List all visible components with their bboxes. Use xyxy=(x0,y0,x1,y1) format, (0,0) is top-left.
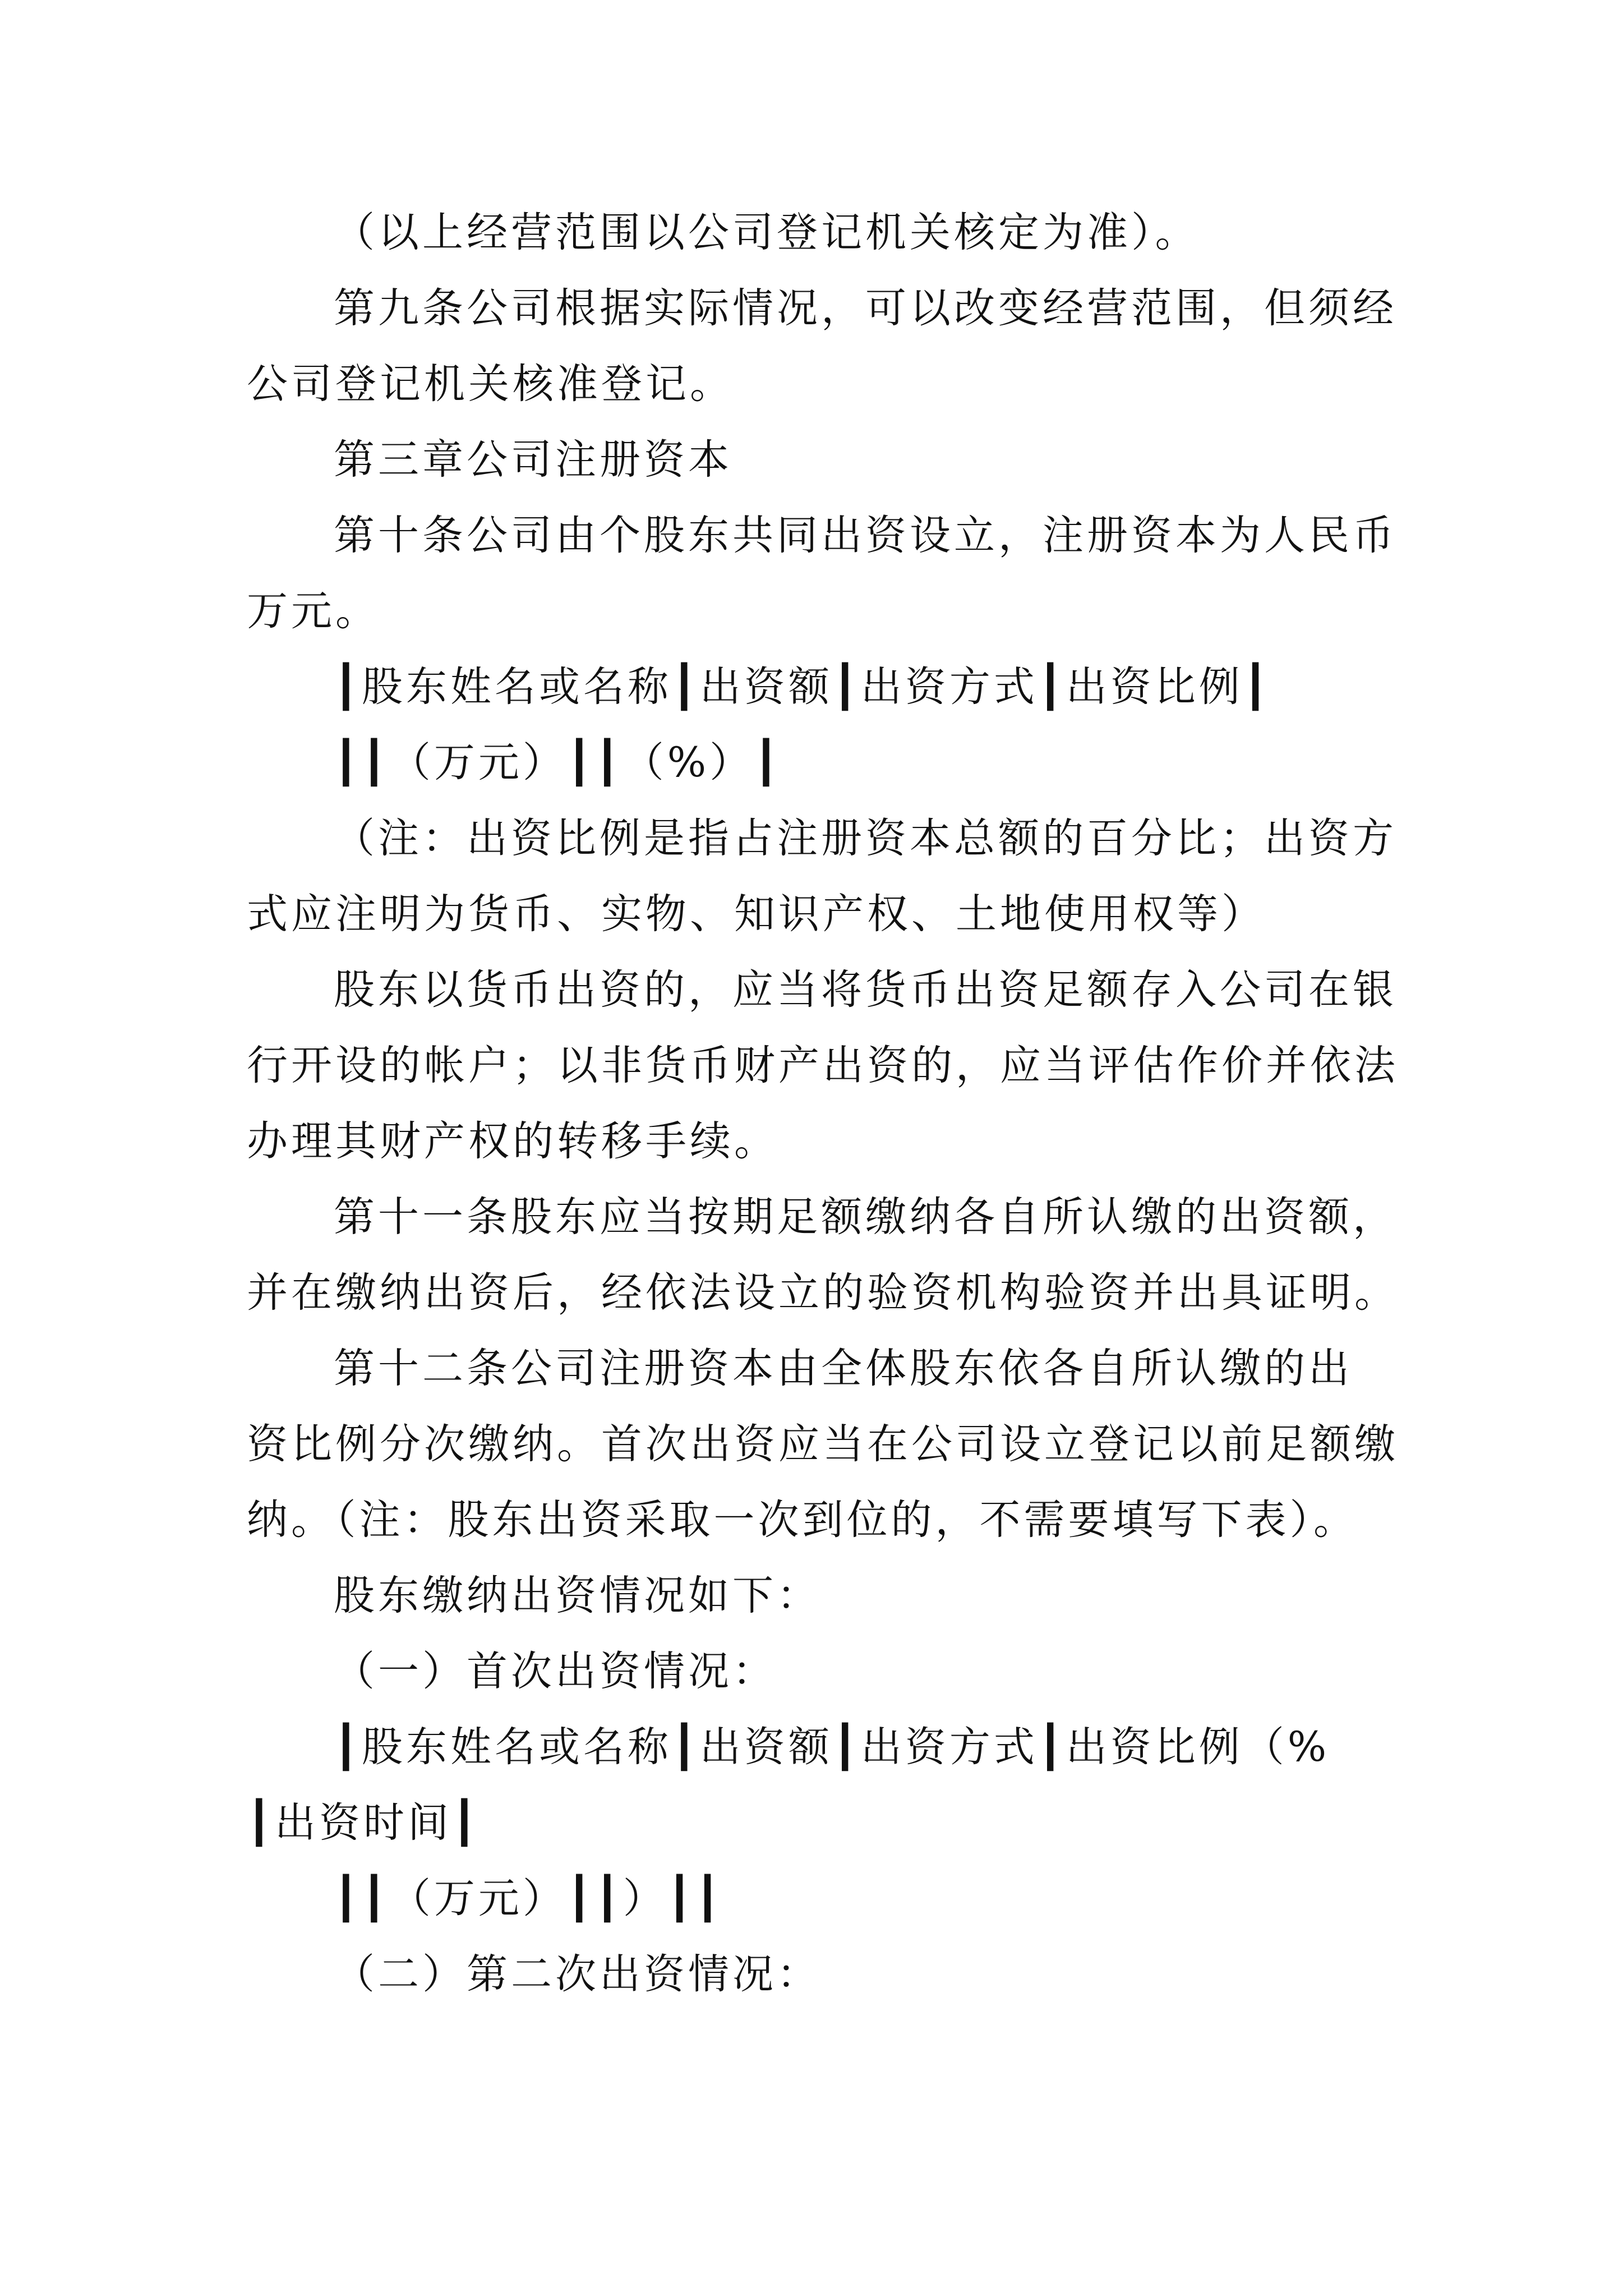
text-line: 办理其财产权的转移手续。 xyxy=(247,1117,778,1165)
table-header-row: ┃股东姓名或名称┃出资额┃出资方式┃出资比例┃ xyxy=(334,663,1271,711)
text-line: （以上经营范围以公司登记机关核定为准）。 xyxy=(334,209,1200,256)
text-line: 纳。（注：股东出资采取一次到位的，不需要填写下表）。 xyxy=(247,1496,1358,1544)
text-line: 股东以货币出资的，应当将货币出资足额存入公司在银 xyxy=(334,966,1397,1014)
text-line: 第十条公司由个股东共同出资设立，注册资本为人民币 xyxy=(334,512,1397,559)
table-row: ┃┃（万元）┃┃）┃┃ xyxy=(334,1875,723,1922)
text-line: 万元。 xyxy=(247,587,380,635)
text-line: （注：出资比例是指占注册资本总额的百分比；出资方 xyxy=(334,815,1397,862)
text-line: 第九条公司根据实际情况，可以改变经营范围，但须经 xyxy=(334,284,1397,332)
text-line: 行开设的帐户；以非货币财产出资的，应当评估作价并依法 xyxy=(247,1042,1399,1089)
text-line: 公司登记机关核准登记。 xyxy=(247,360,734,408)
text-line: （二）第二次出资情况： xyxy=(334,1950,821,1998)
text-line: 第十二条公司注册资本由全体股东依各自所认缴的出 xyxy=(334,1345,1353,1392)
text-line: 资比例分次缴纳。首次出资应当在公司设立登记以前足额缴 xyxy=(247,1420,1399,1468)
text-line: 股东缴纳出资情况如下： xyxy=(334,1572,821,1619)
section-heading: 第三章公司注册资本 xyxy=(334,436,732,484)
table-header-row-continued: ┃出资时间┃ xyxy=(247,1799,480,1847)
text-line: 第十一条股东应当按期足额缴纳各自所认缴的出资额， xyxy=(334,1193,1397,1241)
table-row: ┃┃（万元）┃┃（%）┃ xyxy=(334,739,782,786)
text-line: 式应注明为货币、实物、知识产权、土地使用权等） xyxy=(247,890,1266,938)
text-line: 并在缴纳出资后，经依法设立的验资机构验资并出具证明。 xyxy=(247,1269,1399,1317)
text-line: （一）首次出资情况： xyxy=(334,1648,777,1695)
table-header-row: ┃股东姓名或名称┃出资额┃出资方式┃出资比例（% xyxy=(334,1723,1330,1771)
